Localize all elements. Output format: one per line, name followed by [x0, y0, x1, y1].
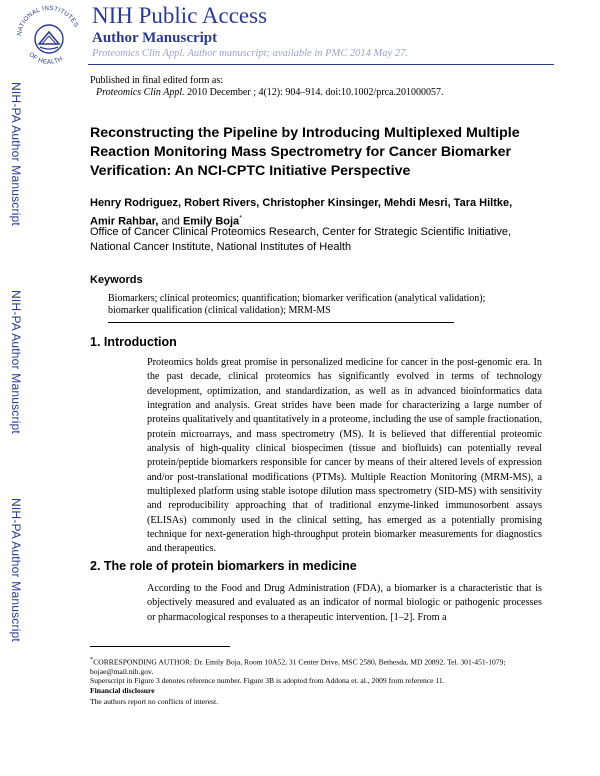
disclosure-text: The authors report no conflicts of interest.	[90, 697, 218, 706]
author-manuscript-label: Author Manuscript	[92, 30, 218, 46]
header-rule	[88, 64, 554, 65]
keywords-heading: Keywords	[90, 274, 143, 286]
svg-text:NATIONAL INSTITUTES: NATIONAL INSTITUTES	[16, 4, 80, 37]
journal-name: Proteomics Clin Appl.	[96, 87, 185, 98]
authors-text: Henry Rodriguez, Robert Rivers, Christopher Kinsinger, Mehdi Mesri, Tara Hiltke, Amir Rahbar,	[90, 197, 513, 228]
disclosure-heading: Financial disclosure	[90, 686, 155, 695]
citation-details: 2010 December ; 4(12): 904–914. doi:10.1002/prca.201000057.	[184, 87, 444, 98]
svg-text:OF HEALTH: OF HEALTH	[27, 50, 64, 66]
section-heading-introduction: 1. Introduction	[90, 335, 177, 349]
header-citation: Proteomics Clin Appl. Author manuscript; available in PMC 2014 May 27.	[92, 48, 408, 59]
corresponding-text: CORRESPONDING AUTHOR: Dr. Emily Boja, Room 10A52, 31 Center Drive, MSC 2580, Bethesda, MD 20892. Tel. 301-451-1079; bojae@mail.nih.gov.	[90, 657, 506, 677]
superscript-footnote: Superscript in Figure 3 denotes reference number. Figure 3B is adopted from Addona et. al., 2009 from reference 11.	[90, 676, 445, 685]
side-stamp-middle: NIH-PA Author Manuscript	[9, 290, 23, 434]
footnote-mark: *	[90, 656, 94, 663]
last-author: Emily Boja	[182, 215, 240, 228]
article-title: Reconstructing the Pipeline by Introducing Multiplexed Multiple Reaction Monitoring Mass Spectrometry for Cancer Biomarker Verification: An NCI-CPTC Initiative Perspective	[90, 125, 520, 179]
keywords-rule	[108, 322, 454, 323]
corresponding-mark: *	[239, 215, 242, 222]
authors-and: and	[158, 215, 183, 228]
side-stamp-top: NIH-PA Author Manuscript	[9, 82, 23, 226]
nih-public-access-title: NIH Public Access	[92, 3, 268, 28]
introduction-paragraph: Proteomics holds great promise in personalized medicine for cancer in the post-genomic era. In the past decade, clinical proteomics has significantly evolved in terms of technology development, optimization, and standardization, as well as in advanced bioinformatics data integration and analysis. Great strides have been made for characterizing a large number of proteins qualitatively and quantitatively in a proteome, including the use of sample fractionation, protein microarrays, and mass spectrometry (MS). It is believed that differential proteomic analysis of high-quality clinical biospecimen (tissue and biofluids) can potentially reveal protein/peptide biomarkers responsible for cancer by means of their altered levels of expression and/or post-translational modifications (PTMs). Multiple Reaction Monitoring (MRM-MS), a multiplexed platform using stable isotope dilution mass spectrometry (SID-MS) with sensitivity and reproducibility approaching that of traditional enzyme-linked immunosorbent assays (ELISAs) commonly used in the clinical setting, has emerged as a potentially promising technique for next-generation high-throughput protein biomarker measurements for diagnostics and therapeutics.	[147, 357, 542, 555]
side-stamp-bottom: NIH-PA Author Manuscript	[9, 498, 23, 642]
section-heading-biomarkers: 2. The role of protein biomarkers in medicine	[90, 559, 357, 573]
nih-seal-icon	[12, 4, 86, 66]
biomarkers-paragraph: According to the Food and Drug Administration (FDA), a biomarker is a characteristic that is objectively measured and evaluated as an indicator of normal biologic or pathogenic processes or pharmacological responses to a therapeutic intervention. [1–2]. From a	[147, 583, 542, 623]
affiliation: Office of Cancer Clinical Proteomics Research, Center for Strategic Scientific Initiative, National Cancer Institute, National Institutes of Health	[90, 226, 512, 253]
published-label: Published in final edited form as:	[90, 75, 224, 86]
corresponding-author-footnote	[90, 655, 550, 677]
published-citation	[96, 87, 443, 99]
keywords-text: Biomarkers; clinical proteomics; quantification; biomarker verification (analytical validation); biomarker qualification (clinical validation); MRM-MS	[108, 293, 486, 316]
footnote-rule	[90, 646, 230, 647]
nih-logo	[12, 4, 86, 66]
